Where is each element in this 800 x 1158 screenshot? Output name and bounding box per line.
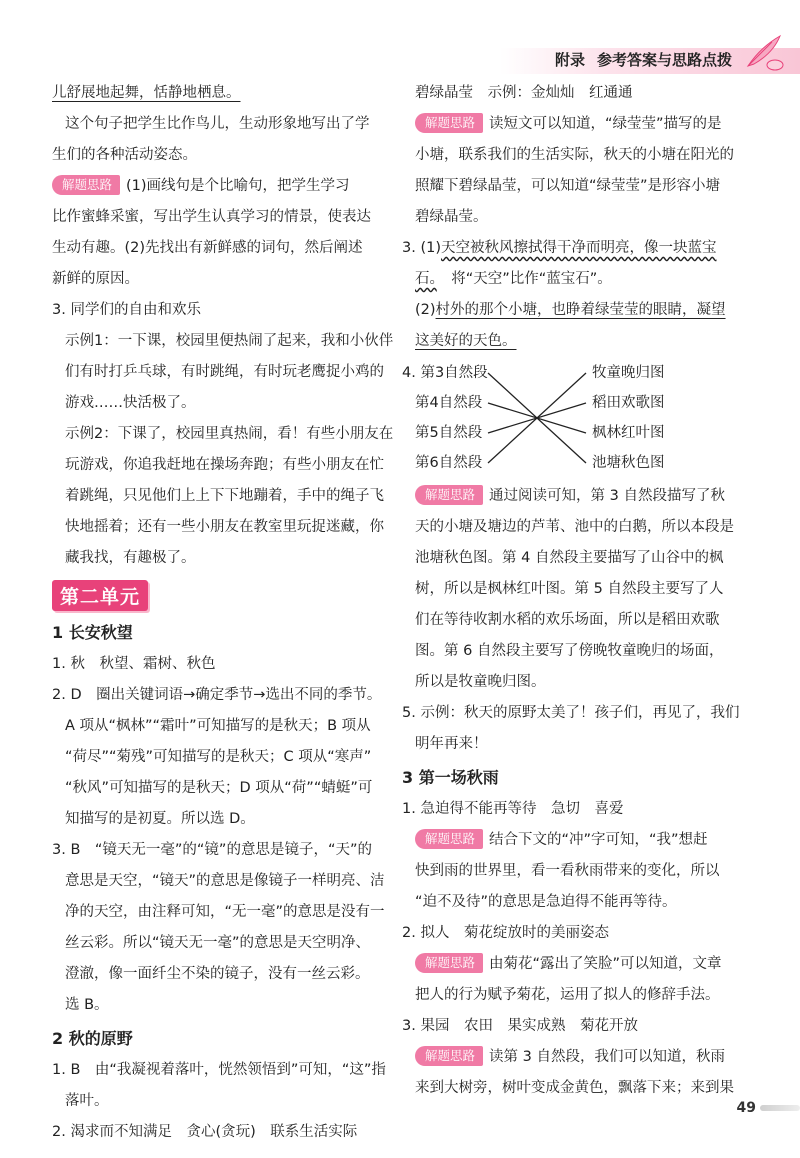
answer-line: 们在等待收割水稻的欢乐场面，所以是稻田欢歌	[415, 612, 720, 628]
answer-line: 着跳绳，只见他们上上下下地蹦着，手中的绳子飞	[65, 488, 384, 504]
answer-line: 比作蜜蜂采蜜，写出学生认真学习的情景，使表达	[52, 209, 371, 225]
answer-line: 澄澈，像一面纤尘不染的镜子，没有一丝云彩。	[65, 966, 370, 982]
answer-line: 碧绿晶莹 示例：金灿灿 红通通	[415, 85, 633, 101]
answer-line: 树，所以是枫林红叶图。第 5 自然段主要写了人	[415, 581, 724, 597]
header-section-title: 参考答案与思路点拨	[596, 51, 732, 69]
answer-line: 3. 果园 农田 果实成熟 菊花开放	[402, 1018, 638, 1034]
section-title: 3 第一场秋雨	[402, 768, 499, 787]
answer-line: “荷尽”“菊残”可知描写的是秋天；C 项从“寒声”	[65, 749, 372, 765]
answer-line: 这美好的天色。	[415, 333, 517, 349]
match-left-item: 4. 第3自然段	[402, 365, 488, 381]
page-header	[0, 0, 800, 78]
answer-line: 快地摇着；还有一些小朋友在教室里玩捉迷藏，你	[65, 519, 384, 535]
answer-line: 2. 拟人 菊花绽放时的美丽姿态	[402, 925, 609, 941]
answer-line: 快到雨的世界里，看一看秋雨带来的变化，所以	[415, 863, 720, 879]
answer-line: 3. B “镜天无一毫”的“镜”的意思是镜子，“天”的	[52, 842, 372, 858]
answer-line: 这个句子把学生比作鸟儿，生动形象地写出了学	[65, 116, 370, 132]
tip-badge: 解题思路	[52, 175, 120, 195]
answer-line: 碧绿晶莹。	[415, 209, 488, 225]
answer-line: A 项从“枫林”“霜叶”可知描写的是秋天；B 项从	[65, 718, 371, 734]
answer-line: 石。 将“天空”比作“蓝宝石”。	[415, 271, 612, 287]
answer-line: 生动有趣。(2)先找出有新鲜感的词句，然后阐述	[52, 240, 363, 256]
answer-line: 天的小塘及塘边的芦苇、池中的白鹅，所以本段是	[415, 519, 734, 535]
answer-line: 1. 急迫得不能再等待 急切 喜爱	[402, 801, 624, 817]
answer-line: 2. D 圈出关键词语→确定季节→选出不同的季节。	[52, 687, 382, 703]
answer-line: 新鲜的原因。	[52, 271, 139, 287]
answer-line: 生们的各种活动姿态。	[52, 147, 197, 163]
match-right-item: 牧童晚归图	[592, 365, 665, 381]
answer-line: 们有时打乒乓球，有时跳绳，有时玩老鹰捉小鸡的	[65, 364, 384, 380]
answer-line: 明年再来！	[415, 736, 488, 752]
answer-line: 丝云彩。所以“镜天无一毫”的意思是天空明净、	[65, 935, 371, 951]
answer-line: 落叶。	[65, 1093, 109, 1109]
answer-line: 净的天空，由注释可知，“无一毫”的意思是没有一	[65, 904, 385, 920]
match-left-item: 第6自然段	[415, 455, 483, 471]
tip-badge: 解题思路	[415, 113, 483, 133]
tip-line: 解题思路 读短文可以知道，“绿莹莹”描写的是	[402, 109, 734, 140]
header-title	[555, 49, 732, 70]
answer-line: 玩游戏，你追我赶地在操场奔跑；有些小朋友在忙	[65, 457, 384, 473]
answer-line: (2)村外的那个小塘，也睁着绿莹莹的眼睛，凝望	[415, 302, 726, 318]
match-right-item: 枫林红叶图	[592, 425, 665, 441]
answer-line: 5. 示例：秋天的原野太美了！孩子们，再见了，我们	[402, 705, 740, 721]
answer-line: 示例1：一下课，校园里便热闹了起来，我和小伙伴	[65, 333, 394, 349]
unit-title: 第二单元	[52, 580, 148, 611]
answer-line: 藏我找，有趣极了。	[65, 550, 196, 566]
right-column	[402, 78, 740, 1104]
tip-badge: 解题思路	[415, 829, 483, 849]
match-left-item: 第4自然段	[415, 395, 483, 411]
answer-line: 儿舒展地起舞，恬静地栖息。	[52, 85, 241, 101]
answer-line: 小塘，联系我们的生活实际，秋天的小塘在阳光的	[415, 147, 734, 163]
answer-line: 示例2：下课了，校园里真热闹，看！有些小朋友在	[65, 426, 394, 442]
match-left-item: 第5自然段	[415, 425, 483, 441]
answer-line: 1. B 由“我凝视着落叶，恍然领悟到”可知，“这”指	[52, 1062, 386, 1078]
tip-badge: 解题思路	[415, 953, 483, 973]
page-number-decoration	[760, 1105, 800, 1111]
answer-line: “秋风”可知描写的是秋天；D 项从“荷”“蜻蜓”可	[65, 780, 373, 796]
answer-line: 2. 渴求而不知满足 贪心(贪玩) 联系生活实际	[52, 1124, 358, 1140]
tip-line: 解题思路 由菊花“露出了笑脸”可以知道，文章	[402, 949, 734, 980]
answer-line: 所以是牧童晚归图。	[415, 674, 546, 690]
answer-line: 3. (1)天空被秋风擦拭得干净而明亮，像一块蓝宝	[402, 240, 717, 256]
answer-line: 1. 秋 秋望、霜树、秋色	[52, 656, 216, 672]
left-column	[52, 78, 394, 1148]
matching-diagram	[402, 357, 734, 481]
header-appendix: 附录	[554, 51, 585, 69]
answer-line: 图。第 6 自然段主要写了傍晚牧童晚归的场面，	[415, 643, 724, 659]
tip-line: 解题思路 读第 3 自然段，我们可以知道，秋雨	[402, 1042, 734, 1073]
answer-line: 游戏……快活极了。	[65, 395, 196, 411]
answer-line: 照耀下碧绿晶莹，可以知道“绿莹莹”是形容小塘	[415, 178, 721, 194]
answer-line: 知描写的是初夏。所以选 D。	[65, 811, 255, 827]
matching-lines	[402, 357, 734, 481]
tip-line: 解题思路 通过阅读可知，第 3 自然段描写了秋	[402, 481, 734, 512]
tip-line: 解题思路 结合下文的“冲”字可知，“我”想赶	[402, 825, 734, 856]
tip-badge: 解题思路	[415, 485, 483, 505]
match-right-item: 池塘秋色图	[592, 455, 665, 471]
answer-line: 3. 同学们的自由和欢乐	[52, 302, 201, 318]
match-right-item: 稻田欢歌图	[592, 395, 665, 411]
answer-line: 来到大树旁，树叶变成金黄色，飘落下来；来到果	[415, 1080, 734, 1096]
feather-pen-icon	[742, 32, 786, 72]
tip-badge: 解题思路	[415, 1046, 483, 1066]
answer-line: 池塘秋色图。第 4 自然段主要描写了山谷中的枫	[415, 550, 724, 566]
section-title: 1 长安秋望	[52, 623, 133, 642]
page-number: 49	[736, 1100, 756, 1116]
answer-line: “迫不及待”的意思是急迫得不能再等待。	[415, 894, 677, 910]
answer-line: 选 B。	[65, 997, 109, 1013]
answer-line: 意思是天空，“镜天”的意思是像镜子一样明亮、洁	[65, 873, 385, 889]
answer-line: 把人的行为赋予菊花，运用了拟人的修辞手法。	[415, 987, 720, 1003]
tip-line: 解题思路 (1)画线句是个比喻句，把学生学习	[52, 171, 386, 202]
section-title: 2 秋的原野	[52, 1029, 133, 1048]
